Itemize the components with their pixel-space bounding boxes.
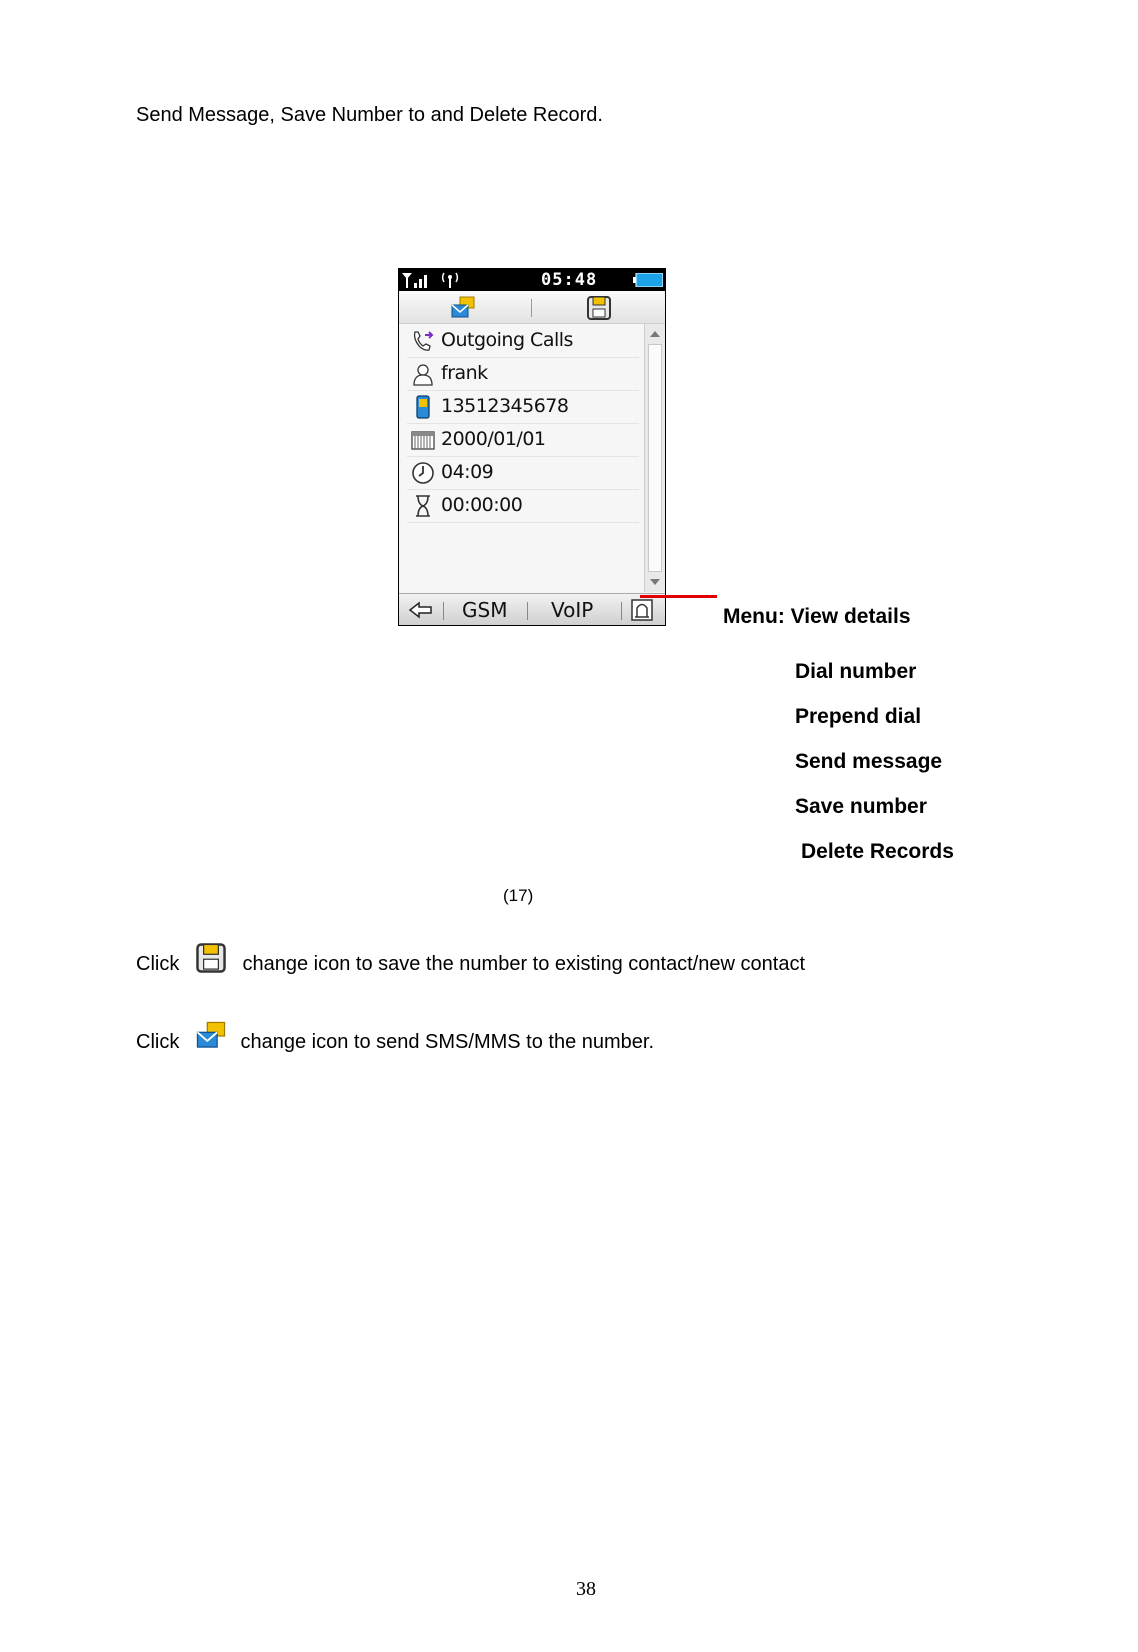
row-text: 04:09 [441, 461, 494, 483]
row-text: Outgoing Calls [441, 329, 573, 351]
contact-person-icon [411, 362, 435, 386]
clock-time: 05:48 [541, 270, 598, 290]
save-contact-icon[interactable] [586, 295, 612, 321]
details-list [399, 324, 643, 592]
wifi-icon [439, 271, 461, 289]
list-item[interactable] [407, 456, 639, 490]
scrollbar[interactable] [644, 324, 665, 592]
top-toolbar [399, 291, 665, 324]
menu-item-delete-records: Delete Records [801, 840, 954, 863]
battery-icon [633, 273, 663, 287]
menu-title: Menu: View details [723, 605, 911, 628]
send-message-icon [195, 1020, 227, 1052]
mobile-phone-icon [411, 395, 435, 419]
send-message-icon[interactable] [450, 296, 476, 320]
toolbar-divider [621, 602, 622, 620]
list-item[interactable] [407, 357, 639, 391]
row-text: frank [441, 362, 488, 384]
page-number: 38 [576, 1578, 596, 1600]
row-text: 13512345678 [441, 395, 569, 417]
hourglass-icon [411, 494, 435, 518]
list-item[interactable] [407, 489, 639, 523]
row-text: 00:00:00 [441, 494, 523, 516]
menu-icon[interactable] [631, 599, 653, 621]
scroll-up-icon[interactable] [649, 330, 661, 338]
callout-line [640, 595, 717, 598]
status-bar [399, 269, 665, 291]
menu-item-prepend-dial: Prepend dial [795, 705, 922, 728]
scroll-down-icon[interactable] [649, 578, 661, 586]
phone-screenshot [398, 268, 666, 626]
toolbar-divider [443, 602, 444, 620]
calendar-icon [411, 428, 435, 452]
click-label: Click [136, 1031, 180, 1053]
back-arrow-icon[interactable] [408, 600, 434, 620]
voip-button[interactable]: VoIP [551, 598, 594, 622]
menu-item-send-message: Send message [795, 750, 943, 773]
toolbar-divider [527, 602, 528, 620]
save-contact-icon [195, 942, 227, 974]
bottom-toolbar [399, 593, 665, 626]
list-item[interactable] [407, 324, 639, 358]
instruction-text: change icon to save the number to existing contact/new contact [242, 953, 806, 975]
click-label: Click [136, 953, 180, 975]
scroll-thumb[interactable] [648, 344, 662, 572]
instruction-send [136, 1031, 654, 1054]
instruction-text: change icon to send SMS/MMS to the number. [240, 1031, 655, 1053]
outgoing-call-icon [411, 329, 435, 353]
intro-text: Send Message, Save Number to and Delete Record. [136, 104, 603, 126]
list-item[interactable] [407, 423, 639, 457]
row-text: 2000/01/01 [441, 428, 546, 450]
gsm-button[interactable]: GSM [462, 598, 508, 622]
toolbar-divider [531, 299, 532, 317]
menu-item-save-number: Save number [795, 795, 927, 818]
figure-caption: (17) [503, 886, 534, 905]
list-item[interactable] [407, 390, 639, 424]
clock-icon [411, 461, 435, 485]
signal-icon [401, 271, 431, 289]
menu-item-dial-number: Dial number [795, 660, 917, 683]
instruction-save [136, 953, 805, 976]
